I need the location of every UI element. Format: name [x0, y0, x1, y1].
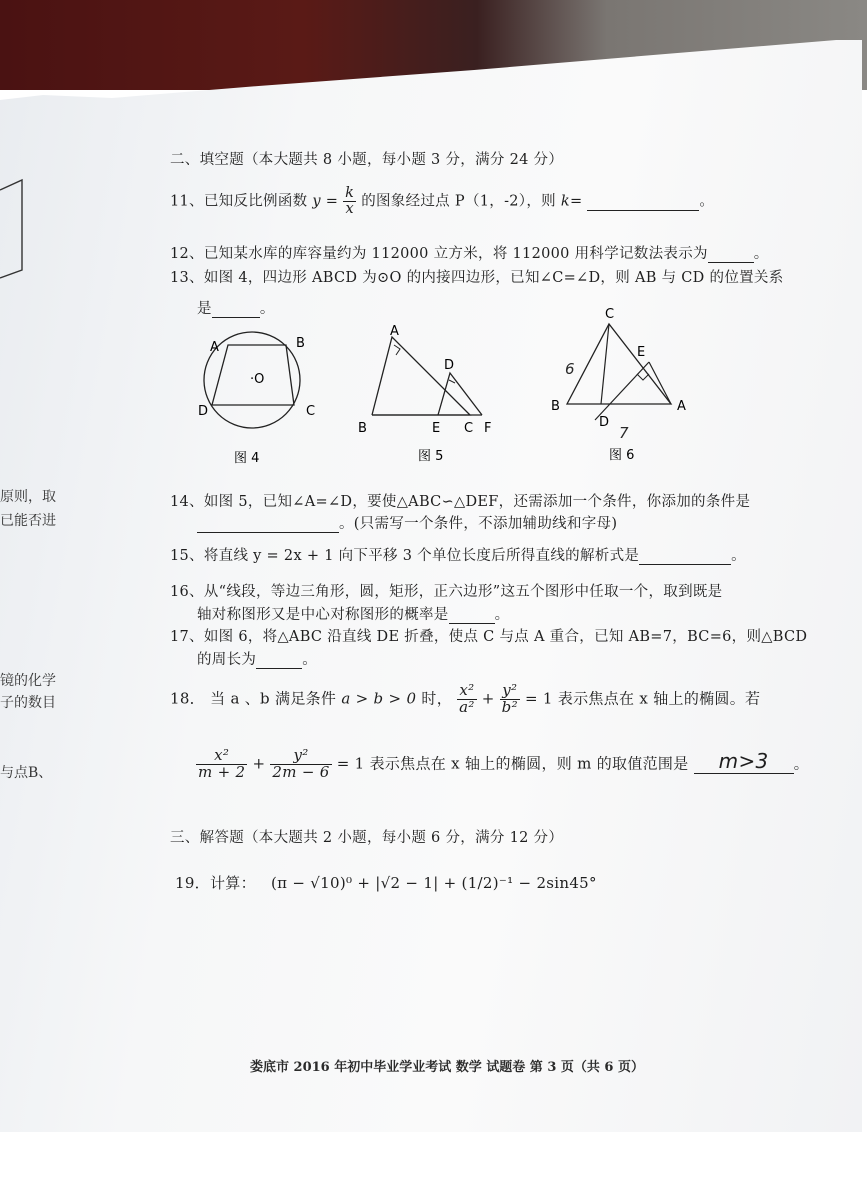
q18-line1	[170, 683, 760, 716]
q18-f1-den: a²	[459, 697, 475, 716]
question-19	[175, 872, 597, 893]
fig5-triangle-def	[438, 373, 482, 415]
q11-text-b: 的图象经过点 P（1，-2），则	[361, 193, 556, 210]
q14-answer-blank	[197, 516, 339, 533]
fig5-caption: 图 5	[418, 449, 444, 464]
fig6-caption: 图 6	[609, 448, 635, 462]
q18-line2	[196, 748, 809, 781]
left-fragment-1: 原则，取	[0, 489, 56, 505]
q18-g1-den: m + 2	[198, 762, 246, 781]
q17-line2	[197, 648, 317, 669]
figure-5	[352, 325, 512, 465]
q18-f1-num: x²	[457, 683, 477, 700]
q11-end: 。	[699, 193, 715, 210]
q11-text-a: 已知反比例函数	[203, 193, 308, 210]
q12-answer-blank	[708, 246, 754, 263]
fig5-label-b: B	[358, 421, 367, 436]
page-footer: 娄底市 2016 年初中毕业学业考试 数学 试题卷 第 3 页（共 6 页）	[250, 1060, 645, 1075]
q18-f2-den: b²	[501, 697, 518, 716]
q12-text: 12、已知某水库的库容量约为 112000 立方米，将 112000 用科学记数法表示为	[170, 246, 708, 262]
left-fragment-4: 子的数目	[0, 695, 56, 711]
q18-frac-3	[196, 748, 247, 781]
left-page-cube-fragment	[0, 170, 30, 280]
q11-frac-num: k	[345, 185, 355, 201]
question-15	[170, 544, 746, 565]
q18-plus-2: +	[252, 754, 266, 773]
question-11	[170, 186, 714, 217]
q11-frac-den: x	[345, 201, 354, 218]
q13-line1: 13、如图 4，四边形 ABCD 为⊙O 的内接四边形，已知∠C=∠D，则 AB 与 CD 的位置关系	[170, 270, 784, 286]
fig6-label-d: D	[599, 415, 610, 430]
fig6-label-a: A	[677, 399, 686, 414]
fig5-triangle-abc	[372, 337, 470, 415]
q13-end: 。	[259, 301, 275, 317]
fig5-label-d: D	[444, 358, 455, 373]
q11-fraction	[343, 186, 356, 217]
q19-label: 19．计算：	[175, 874, 256, 892]
q18-text-a: 当 a 、b 满足条件	[210, 689, 337, 708]
q12-end: 。	[753, 246, 769, 262]
fig4-label-d: D	[198, 404, 209, 419]
fig4-label-c: C	[306, 404, 316, 419]
q18-text-d: 表示焦点在 x 轴上的椭圆，则 m 的取值范围是	[369, 754, 689, 773]
left-fragment-2: 已能否进	[0, 513, 56, 529]
q18-f2-num: y²	[500, 683, 520, 700]
q18-handwritten-answer: m>3	[694, 749, 794, 774]
question-12	[170, 242, 769, 263]
q13-text-b: 是	[197, 301, 212, 317]
q17-line1: 17、如图 6，将△ABC 沿直线 DE 折叠，使点 C 与点 A 重合，已知 AB=7，BC=6，则△BCD	[170, 629, 808, 645]
figure-4	[190, 325, 340, 465]
q16-line2	[197, 603, 509, 624]
figure-6	[545, 302, 695, 462]
q18-g2-den: 2m − 6	[272, 762, 330, 781]
q17-end: 。	[302, 652, 318, 668]
q18-num: 18．	[170, 689, 205, 708]
fig6-label-c: C	[605, 307, 615, 322]
section2-heading: 二、填空题（本大题共 8 小题，每小题 3 分，满分 24 分）	[170, 152, 564, 168]
q18-eq-1: = 1	[524, 689, 553, 708]
fig6-handwritten-7: 7	[619, 424, 629, 442]
fig6-handwritten-6: 6	[565, 360, 575, 378]
q13-answer-blank	[212, 301, 260, 318]
q15-answer-blank	[639, 548, 731, 565]
left-fragment-3: 镜的化学	[0, 673, 56, 689]
q11-var: k	[560, 193, 570, 210]
q18-condition: a > b > 0	[341, 689, 417, 708]
q18-text-b: 时，	[421, 689, 452, 708]
fig6-triangle-abc	[567, 324, 671, 404]
q17-answer-blank	[256, 652, 302, 669]
q11-num: 11、	[170, 193, 204, 210]
fig6-label-b: B	[551, 399, 560, 414]
q15-end: 。	[731, 548, 746, 564]
fig5-label-a: A	[390, 325, 399, 339]
q14-line1: 14、如图 5，已知∠A=∠D，要使△ABC∽△DEF，还需添加一个条件，你添加的条件是	[170, 494, 751, 510]
q11-answer-blank	[587, 194, 699, 211]
fig5-label-c: C	[464, 421, 474, 436]
q11-func-lhs: y =	[312, 193, 339, 210]
q16-text-b: 轴对称图形又是中心对称图形的概率是	[197, 607, 449, 623]
fig4-caption: 图 4	[234, 451, 260, 465]
fig4-label-b: B	[296, 336, 305, 351]
q11-eq: =	[569, 193, 583, 210]
fig6-label-e: E	[637, 345, 646, 360]
fig4-label-o: ·O	[250, 372, 265, 387]
fig6-fold-line-de	[595, 362, 649, 420]
fig5-label-f: F	[484, 421, 492, 436]
q15-text: 15、将直线 y = 2x + 1 向下平移 3 个单位长度后所得直线的解析式是	[170, 548, 640, 564]
q18-g1-num: x²	[196, 748, 247, 765]
q18-end: 。	[793, 754, 809, 773]
fig4-label-a: A	[210, 340, 219, 355]
q17-text-b: 的周长为	[197, 652, 257, 668]
q18-frac-4	[270, 748, 331, 781]
q14-text-b: 。(只需写一个条件，不添加辅助线和字母)	[339, 516, 618, 532]
q18-g2-num: y²	[270, 748, 331, 765]
q18-frac-2	[500, 683, 520, 716]
q16-end: 。	[494, 607, 510, 623]
q19-expression: (π − √10)⁰ + |√2 − 1| + (1/2)⁻¹ − 2sin45°	[270, 874, 597, 892]
fig5-label-e: E	[432, 421, 441, 436]
q18-frac-1	[457, 683, 477, 716]
q18-plus-1: +	[481, 689, 495, 708]
q14-line2	[197, 512, 617, 533]
q16-answer-blank	[449, 607, 495, 624]
q18-eq-2: = 1	[336, 754, 365, 773]
left-fragment-5: 与点B、	[0, 765, 53, 781]
q18-text-c: 表示焦点在 x 轴上的椭圆。若	[557, 689, 761, 708]
section3-heading: 三、解答题（本大题共 2 小题，每小题 6 分，满分 12 分）	[170, 830, 564, 846]
q13-line2	[197, 297, 275, 318]
q16-line1: 16、从“线段，等边三角形，圆，矩形，正六边形”这五个图形中任取一个，取到既是	[170, 584, 723, 600]
